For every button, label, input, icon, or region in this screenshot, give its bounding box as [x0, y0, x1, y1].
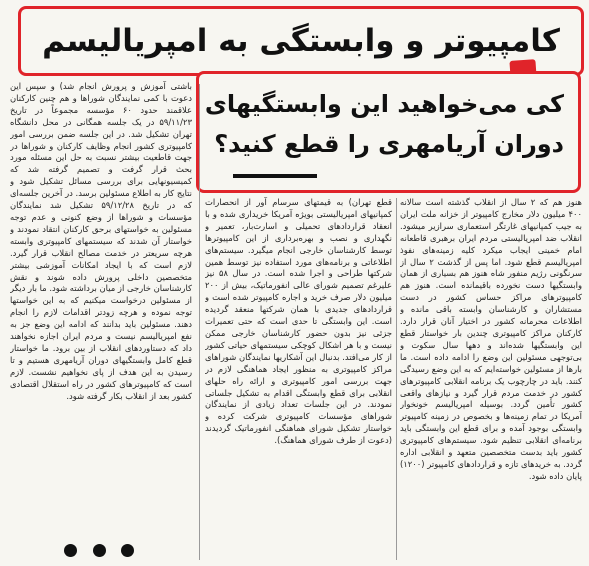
column-text: قطع تهران) به قیمتهای سرسام آور از انحصارات کمپانیهای امپریالیستی بویژه آمریکا خریداری شده و با انعقاد قراردادهای تحمیلی و اسارت‌بار، تعمیر و نگهداری و نصب و بهره‌برداری از این کامپیوترها توسط کارشناسان خارجی انجام میگیرد. سیستم‌های اطلاعاتی و برنامه‌های مورد استفاده نیز توسط همین شرکتها طراحی و اجرا شده است. در سال ۵۸ نیز علیرغم تصمیم شورای عالی انفورماتیک، بیش از ۲۰۰ میلیون دلار صرف خرید و اجاره کامپیوتر شده است و قراردادهای جدیدی با همان شرکتها منعقد گردیده است. این وابستگی تا حدی است که حتی تعمیرات جزئی نیز بدون حضور کارشناسان خارجی ممکن نیست و با هر اشکال کوچکی سیستمهای حیاتی کشور از کار می‌افتد. بدنبال این آشکاریها نمایندگان شوراهای مراکز کامپیوتری به منظور ایجاد هماهنگی لازم در جهت بررسی امور کامپیوتری و ارائه راه حلهای انقلابی برای قطع وابستگی اقدام به تشکیل جلساتی نمودند. در این جلسات تعداد زیادی از نمایندگان شوراهای مؤسسات کامپیوتری شرکت کرده و خواستار تشکیل شورای هماهنگی انفورماتیک گردیدند (دعوت از طرف شورای هماهنگ).: [205, 197, 392, 446]
article-column-left: [10, 81, 192, 533]
column-text: هنوز هم که ۲ سال از انقلاب گذشته است سالانه ۴۰۰ میلیون دلار مخارج کامپیوتر از خزانه ملت ایران به جیب کمپانیهای غارتگر استعماری سرازیر میشود. انقلاب ضد امپریالیستی مردم ایران برهبری قاطعانه امام خمینی ایجاب میکرد کلیه زمینه‌های نفوذ امپریالیسم قطع شود. اما پس از گذشت ۲ سال از سرنگونی رژیم منفور شاه هنوز هم بسیاری از همان وابستگیها دست نخورده باقیمانده است. هنوز هم کامپیوترهای مراکز حساس کشور در دست مستشاران و کارشناسان وابسته باقی مانده و اطلاعات محرمانه کشور در اختیار آنان قرار دارد. کارکنان مراکز کامپیوتری چندین بار خواستار قطع این وابستگیها شده‌اند و دهها سال سکوت و بی‌توجهی مسئولین این وضع را ادامه داده است. ما بارها از مسئولین خواسته‌ایم که به این وضع رسیدگی کنند. باید در چارچوب یک برنامه انقلابی کامپیوترهای کشور در خدمت مردم قرار گیرد و نیازهای واقعی کشور تأمین گردد. بوسیله امپریالیسم خونخوار آمریکا در تمام زمینه‌ها و بخصوص در زمینه کامپیوتر وابستگی بوجود آمده و برای قطع این وابستگی باید برنامه‌ای انقلابی تنظیم شود. سیستم‌های کامپیوتری کشور باید بدست متخصصین متعهد و انقلابی اداره گردد. به خریدهای تازه و قراردادهای کامپیوتر (۱۲۰۰) پایان داده شود.: [400, 197, 582, 481]
sub-headline-line-2: دوران آریامهری را قطع کنید؟: [214, 130, 564, 158]
headline-underline: [233, 174, 317, 178]
column-divider: [199, 84, 200, 560]
article-column-right: [400, 197, 582, 563]
end-of-article-dots: [64, 540, 134, 560]
bullet-dot: [93, 544, 106, 557]
column-text: باشتی آموزش و پرورش انجام شد) و سپس این دعوت با کمی نمایندگان شوراها و هم چنین کارکنان علاقمند حدود ۶۰ مؤسسه مجموعاً در تاریخ ۵۹/۱۱/۲۳ در یک جلسه همگانی در محل دانشگاه تهران تشکیل شد. در این جلسه ضمن بررسی امور کامپیوتری کشور انجام وظایف کارکنان و شوراها در جهت قاطعیت بیشتر نسبت به حل این مسئله مورد بحث قرار گرفت و تصمیم گرفته شد که کمیسیونهایی برای بررسی مسائل تشکیل شود و نتایج کار به اطلاع مسئولین برسد. در آخرین جلسه‌ای که در تاریخ ۵۹/۱۲/۲۸ تشکیل شد نمایندگان مؤسسات و شوراها از وضع کنونی و عدم توجه مسئولین به خواستهای برحق کارکنان انتقاد نمودند و خواستار آن شدند که سیستمهای کامپیوتری وابسته هرچه سریعتر در خدمت مصالح انقلاب قرار گیرد. لازم است که با ایجاد امکانات آموزشی بیشتر متخصصین داخلی پرورش داده شوند و نقش کارشناسان خارجی از میان برداشته شود. ما بار دیگر از مسئولین درخواست میکنیم که به این خواستها توجه نموده و هرچه زودتر اقدامات لازم را انجام دهند. مسئولین باید بدانند که ادامه این وضع جز به نفع امپریالیسم نیست و مردم ایران اجازه نخواهند داد که دستاوردهای انقلاب از بین برود. ما خواستار قطع کامل وابستگیهای دوران آریامهری هستیم و تا رسیدن به این هدف از پای نخواهیم نشست. لازم است که کامپیوترهای کشور در راه استقلال اقتصادی کشور بعد از انقلاب بکار گرفته شود.: [10, 81, 192, 401]
bullet-dot: [64, 544, 77, 557]
main-headline-box: [18, 6, 584, 76]
sub-headline-box: [196, 71, 581, 193]
column-divider: [396, 198, 397, 560]
article-column-middle: [205, 197, 392, 563]
main-headline: کامپیوتر و وابستگی به امپریالیسم: [42, 23, 560, 59]
bullet-dot: [121, 544, 134, 557]
sub-headline-line-1: کی می‌خواهید این وابستگیهای: [204, 90, 564, 118]
